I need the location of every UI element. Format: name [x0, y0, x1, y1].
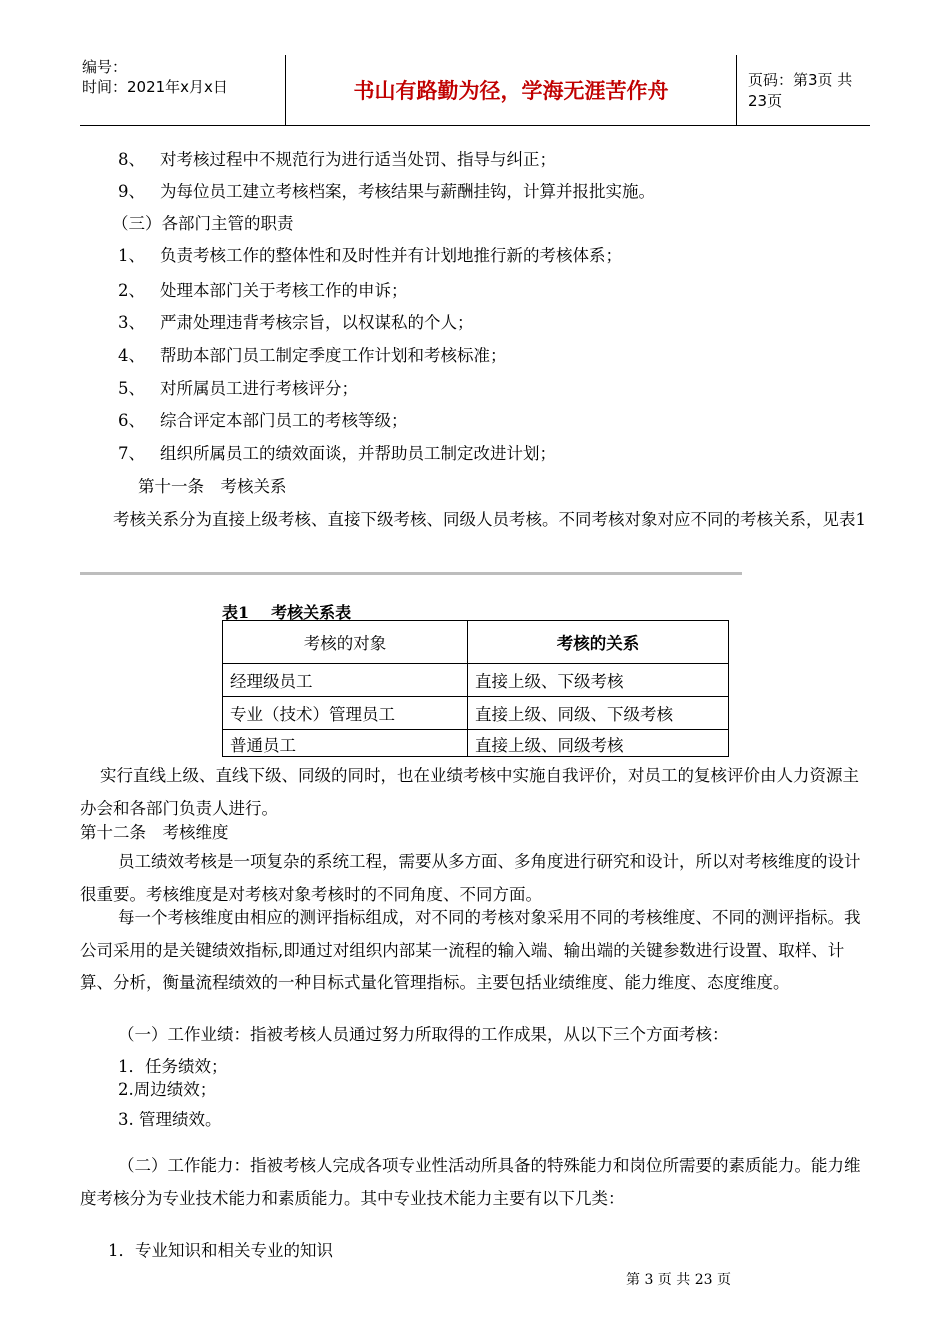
table-cell: 直接上级、同级考核 [468, 730, 729, 757]
list-item: 5、 对所属员工进行考核评分； [118, 379, 358, 398]
list-item: 1、 负责考核工作的整体性和及时性并有计划地推行新的考核体系； [118, 246, 622, 265]
header-meta [82, 57, 282, 97]
table-header-row [223, 621, 729, 664]
table-cell: 专业（技术）管理员工 [223, 697, 468, 730]
list-item: 7、 组织所属员工的绩效面谈，并帮助员工制定改进计划； [118, 444, 556, 463]
list-item: 4、 帮助本部门员工制定季度工作计划和考核标准； [118, 346, 507, 365]
table-row [223, 664, 729, 697]
doc-date-label: 时间：2021年x月x日 [82, 78, 228, 96]
paragraph: 实行直线上级、直线下级、同级的同时，也在业绩考核中实施自我评价，对员工的复核评价由人力资源主办会和各部门负责人进行。 [80, 766, 859, 818]
paragraph: 员工绩效考核是一项复杂的系统工程，需要从多方面、多角度进行研究和设计，所以对考核维度的设计很重要。考核维度是对考核对象考核时的不同角度、不同方面。 [80, 852, 861, 904]
doc-number-label: 编号： [82, 58, 128, 76]
list-item: 3、 严肃处理违背考核宗旨，以权谋私的个人； [118, 313, 474, 332]
table-row [223, 697, 729, 730]
table-row [223, 730, 729, 757]
table-cell: 直接上级、同级、下级考核 [468, 697, 729, 730]
table-caption-title: 考核关系表 [271, 603, 352, 622]
article-heading: 第十二条 考核维度 [80, 823, 229, 842]
list-item: 3. 管理绩效。 [118, 1110, 222, 1129]
table-caption-number: 表1 [222, 603, 250, 622]
paragraph: （二）工作能力：指被考核人完成各项专业性活动所具备的特殊能力和岗位所需要的素质能力。能力维度考核分为专业技术能力和素质能力。其中专业技术能力主要有以下几类： [80, 1156, 861, 1208]
table-cell: 直接上级、下级考核 [468, 664, 729, 697]
header-page-label: 页码：第3页 共23页 [748, 71, 853, 110]
list-item: 9、 为每位员工建立考核档案，考核结果与薪酬挂钩，计算并报批实施。 [118, 182, 655, 201]
list-item: 2、 处理本部门关于考核工作的申诉； [118, 281, 408, 300]
list-item: 6、 综合评定本部门员工的考核等级； [118, 411, 408, 430]
page-footer: 第 3 页 共 23 页 [626, 1272, 731, 1288]
page-header [80, 55, 870, 126]
relation-table [222, 620, 729, 757]
paragraph: 考核关系分为直接上级考核、直接下级考核、同级人员考核。不同考核对象对应不同的考核关系，见表1 [113, 510, 866, 529]
section-heading: （三）各部门主管的职责 [112, 214, 294, 233]
article-heading: 第十一条 考核关系 [138, 477, 287, 496]
table-cell: 经理级员工 [223, 664, 468, 697]
list-item: 2.周边绩效； [118, 1080, 217, 1099]
list-item: 8、 对考核过程中不规范行为进行适当处罚、指导与纠正； [118, 150, 556, 169]
table-header-cell: 考核的关系 [468, 621, 729, 664]
table-header-cell: 考核的对象 [223, 621, 468, 664]
divider [80, 572, 742, 575]
header-motto: 书山有路勤为径，学海无涯苦作舟 [353, 79, 669, 103]
paragraph: 每一个考核维度由相应的测评指标组成，对不同的考核对象采用不同的考核维度、不同的测评指标。我公司采用的是关键绩效指标,即通过对组织内部某一流程的输入端、输出端的关键参数进行设置、取样、计算、分析，衡量流程绩效的一种目标式量化管理指标。主要包括业绩维度、能力维度、态度维度。 [80, 908, 861, 992]
list-item: 1．任务绩效； [118, 1057, 228, 1076]
header-motto-cell [285, 55, 737, 125]
table-cell: 普通员工 [223, 730, 468, 757]
section-heading: （一）工作业绩：指被考核人员通过努力所取得的工作成果，从以下三个方面考核： [118, 1025, 729, 1044]
list-item: 1．专业知识和相关专业的知识 [108, 1241, 333, 1260]
